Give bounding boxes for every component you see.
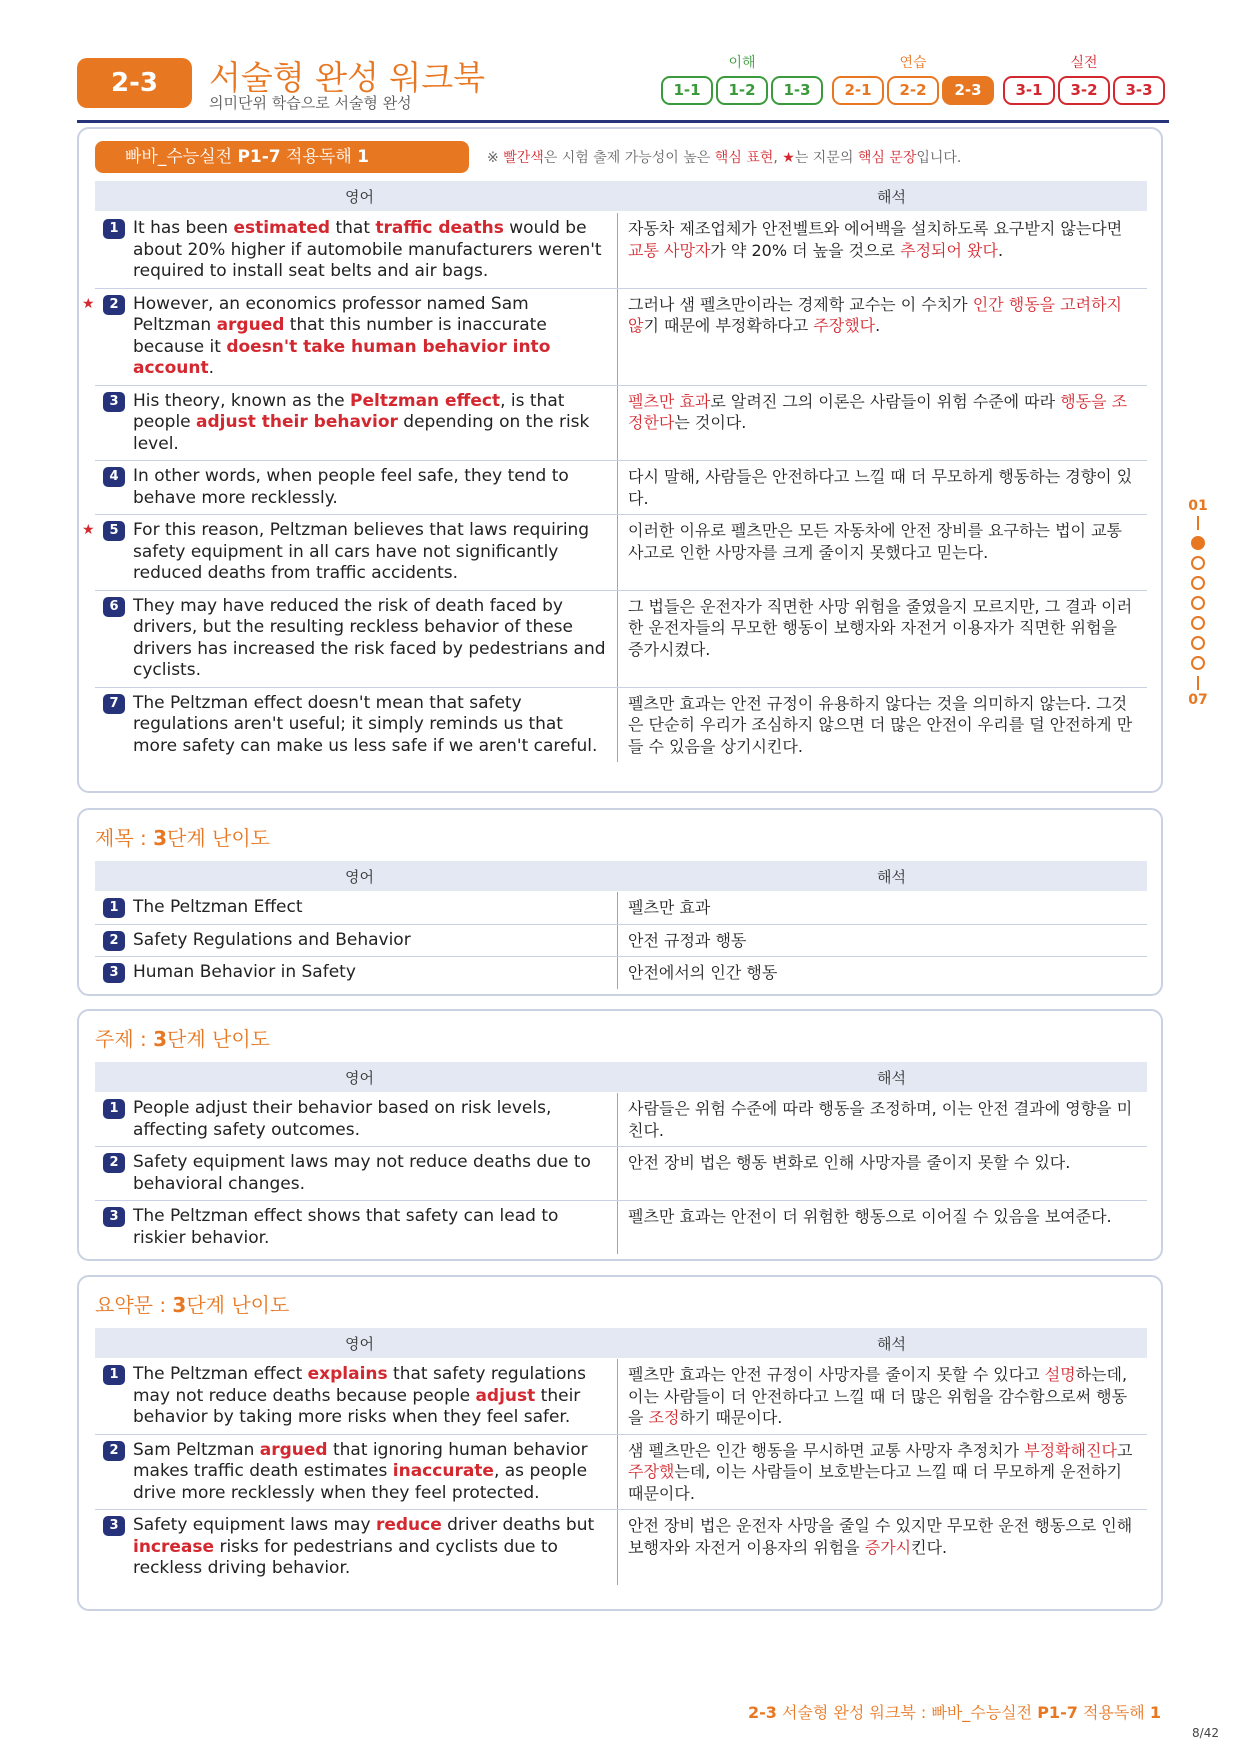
page-header — [77, 52, 1169, 124]
translation-text: 안전 장비 법은 운전자 사망을 줄일 수 있지만 무모한 운전 행동으로 인해 보행자와 자전거 이용자의 위험을 — [628, 1516, 1133, 1557]
table-header — [95, 1062, 1147, 1092]
sentence-number: 5 — [103, 521, 125, 541]
reading-badge: 빠바_수능실전 P1-7 적용독해 1 — [95, 141, 469, 173]
sentence-number: 3 — [103, 392, 125, 412]
key-expression: doesn't take human behavior into account — [133, 336, 551, 378]
sentence-number: 7 — [103, 694, 125, 714]
section-title-topic: 주제 : 3단계 난이도 — [95, 1027, 270, 1051]
level-button-2-1[interactable]: 2-1 — [832, 76, 884, 105]
key-expression-translation: 행동을 조정한다 — [628, 391, 1128, 432]
sentence-text: In other words, when people feel safe, they tend to behave more recklessly. — [133, 466, 569, 508]
key-expression-translation: 설명 — [1044, 1365, 1076, 1384]
legend-note: ※ 빨간색은 시험 출제 가능성이 높은 핵심 표현, ★는 지문의 핵심 문장입니다. — [487, 150, 962, 166]
sentence-text: , as people drive more recklessly when they feel protected. — [133, 1461, 588, 1503]
sentence-text: that this number is inaccurate because it — [133, 315, 547, 357]
table-row — [95, 213, 1147, 289]
korean-cell — [618, 1201, 1147, 1254]
sentence-text: They may have reduced the risk of death faced by drivers, but the resulting reckless behavior of these drivers has increased the risk faced by pedestrians and cyclists. — [133, 595, 606, 680]
progress-dot-2[interactable] — [1191, 556, 1205, 570]
key-expression: Peltzman effect — [350, 390, 501, 411]
table-header — [95, 1328, 1147, 1358]
topic-panel — [77, 1009, 1163, 1261]
header-divider — [77, 120, 1169, 123]
table-row — [82, 289, 1147, 386]
sentence-number: 2 — [103, 931, 125, 951]
title-panel — [77, 808, 1163, 996]
table-row — [95, 591, 1147, 688]
key-expression: reduce — [375, 1515, 442, 1535]
table-row — [95, 957, 1147, 989]
level-button-3-3[interactable]: 3-3 — [1113, 76, 1165, 105]
summary-panel — [77, 1275, 1163, 1611]
sentence-text: However, an economics professor named Sam Peltzman — [133, 293, 529, 335]
table-row — [95, 1510, 1147, 1585]
english-cell — [95, 213, 618, 288]
sentence-text: The Peltzman effect shows that safety can lead to riskier behavior. — [133, 1206, 559, 1248]
section-title-title: 제목 : 3단계 난이도 — [95, 826, 270, 850]
sentence-text: For this reason, Peltzman believes that laws requiring safety equipment in all cars have not significantly reduced deaths from traffic accidents. — [133, 520, 590, 583]
column-header-korean: 해석 — [877, 1335, 906, 1353]
title-rows — [95, 892, 1147, 989]
progress-dot-7[interactable] — [1191, 656, 1205, 670]
progress-dot-5[interactable] — [1191, 616, 1205, 630]
section-code-chip: 2-3 — [77, 58, 192, 108]
sentence-text: driver deaths but — [441, 1515, 595, 1535]
sentence-text: The Peltzman Effect — [133, 897, 303, 917]
korean-cell — [618, 688, 1147, 763]
translation-text: 그 법들은 운전자가 직면한 사망 위험을 줄였을지 모르지만, 그 결과 이러한 운전자들의 무모한 행동이 보행자와 자전거 이용자가 직면한 위험을 증가시켰다. — [628, 596, 1133, 659]
korean-cell — [618, 957, 1147, 989]
translation-text: 샘 펠츠만은 인간 행동을 무시하면 교통 사망자 추정치가 — [628, 1440, 1025, 1460]
english-cell — [95, 688, 618, 763]
progress-line-top — [1197, 516, 1199, 530]
key-expression: explains — [307, 1364, 388, 1384]
korean-cell — [618, 925, 1147, 957]
korean-cell — [618, 1435, 1147, 1510]
column-header-english: 영어 — [345, 1069, 374, 1087]
translation-text: 펠츠만 효과는 안전 규정이 유용하지 않다는 것을 의미하지 않는다. 그것은 단순히 우리가 조심하지 않으면 더 많은 안전이 우리를 덜 안전하게 만들 수 있음을 상기시킨다. — [628, 693, 1133, 756]
translation-text: 안전 장비 법은 행동 변화로 인해 사망자를 줄이지 못할 수 있다. — [628, 1153, 1071, 1172]
sentence-text: The Peltzman effect doesn't mean that safety regulations aren't useful; it simply reminds us that more safety can make us less safe if we aren't careful. — [133, 692, 598, 756]
sentence-text: would be about 20% higher if automobile manufacturers weren't required to install seat belts and air bags. — [133, 218, 602, 281]
english-cell — [95, 1359, 618, 1434]
column-header-korean: 해석 — [877, 868, 906, 886]
translation-text: 다시 말해, 사람들은 안전하다고 느낄 때 더 무모하게 행동하는 경향이 있다. — [628, 467, 1133, 508]
sentence-number: 2 — [103, 1441, 125, 1461]
sentence-number: 6 — [103, 597, 125, 617]
key-expression: increase — [133, 1536, 215, 1557]
key-expression-translation: 인간 행동을 고려하지 않 — [628, 294, 1123, 335]
level-button-3-2[interactable]: 3-2 — [1058, 76, 1110, 105]
english-cell — [95, 1201, 618, 1254]
column-header-korean: 해석 — [877, 1069, 906, 1087]
translation-text: 하기 때문이다. — [679, 1408, 783, 1427]
table-row — [95, 1435, 1147, 1511]
translation-text: 안전에서의 인간 행동 — [628, 963, 778, 982]
section-title-summary: 요약문 : 3단계 난이도 — [95, 1293, 290, 1317]
sentence-text: that — [330, 218, 376, 238]
korean-cell — [618, 386, 1147, 461]
sentence-text: His theory, known as the — [133, 390, 351, 411]
reading-panel — [77, 127, 1163, 793]
translation-text: 는데, 이는 사람들이 보호받는다고 느낄 때 더 무모하게 운전하기 때문이다. — [628, 1462, 1123, 1503]
translation-text: . — [875, 316, 881, 335]
korean-cell — [618, 213, 1147, 288]
level-name-practice: 연습 — [899, 55, 927, 71]
sentence-text: that ignoring human behavior makes traffic death estimates — [133, 1439, 588, 1481]
sentence-text: Safety equipment laws may not reduce deaths due to behavioral changes. — [133, 1152, 591, 1194]
english-cell — [95, 925, 618, 957]
reading-rows — [82, 213, 1147, 762]
sentence-number: 1 — [103, 219, 125, 239]
english-cell — [95, 591, 618, 687]
key-expression: argued — [259, 1439, 328, 1460]
key-expression-translation: 주장했다 — [813, 316, 876, 335]
english-cell — [82, 515, 618, 590]
chapter-progress-nav — [1183, 498, 1213, 708]
sentence-number: 2 — [103, 295, 125, 315]
key-expression-translation: 증가시 — [864, 1537, 912, 1557]
progress-dot-6[interactable] — [1191, 636, 1205, 650]
table-row — [95, 386, 1147, 462]
sentence-number: 2 — [103, 1153, 125, 1173]
translation-text: 펠츠만 효과는 안전 규정이 사망자를 줄이지 못할 수 있다고 — [628, 1365, 1045, 1384]
sentence-text: The Peltzman effect — [133, 1364, 308, 1384]
key-expression-translation: 주장했 — [628, 1462, 675, 1481]
sentence-text: Human Behavior in Safety — [133, 962, 356, 982]
table-row — [95, 925, 1147, 958]
english-cell — [95, 386, 618, 461]
key-expression: argued — [216, 315, 285, 335]
progress-dot-4[interactable] — [1191, 596, 1205, 610]
sentence-number: 4 — [103, 467, 125, 487]
english-cell — [95, 1093, 618, 1146]
key-expression: adjust their behavior — [196, 412, 398, 432]
translation-text: 가 약 20% 더 높을 것으로 — [710, 240, 901, 260]
table-header — [95, 861, 1147, 891]
table-row — [95, 1359, 1147, 1435]
key-expression: estimated — [233, 218, 331, 238]
sentence-number: 1 — [103, 898, 125, 918]
column-header-english: 영어 — [345, 1335, 374, 1353]
english-cell — [82, 289, 618, 385]
english-cell — [95, 1510, 618, 1585]
key-expression-translation: 교통 사망자 — [628, 240, 711, 260]
sentence-number: 1 — [103, 1365, 125, 1385]
summary-rows — [95, 1359, 1147, 1585]
english-cell — [95, 892, 618, 924]
translation-text: 펠츠만 효과는 안전이 더 위험한 행동으로 이어질 수 있음을 보여준다. — [628, 1207, 1112, 1226]
sentence-text: Sam Peltzman — [133, 1439, 260, 1460]
table-row — [95, 1147, 1147, 1201]
key-sentence-star-icon: ★ — [82, 295, 95, 312]
sentence-text: depending on the risk level. — [133, 412, 590, 454]
translation-text: 안전 규정과 행동 — [628, 930, 747, 950]
column-header-english: 영어 — [345, 188, 374, 206]
progress-dot-3[interactable] — [1191, 576, 1205, 590]
translation-text: 펠츠만 효과 — [628, 898, 711, 917]
korean-cell — [618, 515, 1147, 590]
page-title: 서술형 완성 워크북 — [209, 58, 486, 97]
level-name-real: 실전 — [1070, 55, 1098, 71]
level-name-understand: 이해 — [728, 55, 756, 71]
level-button-1-1[interactable]: 1-1 — [661, 76, 713, 105]
korean-cell — [618, 892, 1147, 924]
table-row — [82, 515, 1147, 591]
table-row — [95, 1201, 1147, 1254]
translation-text: 는 것이다. — [674, 413, 747, 432]
progress-end-label: 07 — [1188, 692, 1208, 708]
english-cell — [95, 1147, 618, 1200]
translation-text: 사람들은 위험 수준에 따라 행동을 조정하며, 이는 안전 결과에 영향을 미친다. — [628, 1099, 1133, 1140]
translation-text: 자동차 제조업체가 안전벨트와 에어백을 설치하도록 요구받지 않는다면 — [628, 219, 1123, 238]
korean-cell — [618, 289, 1147, 385]
key-expression-translation: 부정확해진다 — [1024, 1440, 1117, 1460]
progress-start-label: 01 — [1188, 498, 1208, 514]
column-header-english: 영어 — [345, 868, 374, 886]
sentence-text: Safety Regulations and Behavior — [133, 929, 411, 950]
translation-text: 고 — [1116, 1440, 1133, 1460]
key-expression-translation: 조정 — [648, 1408, 680, 1427]
english-cell — [95, 1435, 618, 1510]
key-sentence-star-icon: ★ — [82, 522, 95, 538]
translation-text: 이러한 이유로 펠츠만은 모든 자동차에 안전 장비를 요구하는 법이 교통 사고로 인한 사망자를 크게 줄이지 못했다고 믿는다. — [628, 521, 1122, 562]
sentence-text: that safety regulations may not reduce deaths because people — [133, 1364, 587, 1406]
table-row — [95, 688, 1147, 763]
sentence-number: 3 — [103, 1516, 125, 1536]
sentence-number: 1 — [103, 1099, 125, 1119]
level-button-2-3-active[interactable]: 2-3 — [942, 76, 994, 105]
page-number: 8/42 — [1192, 1726, 1219, 1740]
translation-text: 킨다. — [911, 1537, 948, 1557]
table-header — [95, 181, 1147, 211]
level-button-1-2[interactable]: 1-2 — [716, 76, 768, 105]
translation-text: 그러나 샘 펠츠만이라는 경제학 교수는 이 수치가 — [628, 294, 973, 314]
translation-text: 하는데, 이는 사람들이 더 안전하다고 느낄 때 더 많은 위험을 감수함으로써 행동을 — [628, 1365, 1128, 1427]
level-button-1-3[interactable]: 1-3 — [771, 76, 823, 105]
table-row — [95, 892, 1147, 925]
level-button-3-1[interactable]: 3-1 — [1003, 76, 1055, 105]
sentence-text: risks for pedestrians and cyclists due to reckless driving behavior. — [133, 1536, 558, 1578]
korean-cell — [618, 461, 1147, 514]
sentence-text: People adjust their behavior based on risk levels, affecting safety outcomes. — [133, 1098, 552, 1140]
sentence-text: their behavior by taking more risks when they feel safer. — [133, 1385, 581, 1427]
key-expression: inaccurate — [392, 1461, 494, 1481]
korean-cell — [618, 1093, 1147, 1146]
korean-cell — [618, 1359, 1147, 1434]
progress-dot-1[interactable] — [1191, 536, 1205, 550]
table-row — [95, 1093, 1147, 1147]
key-expression: adjust — [475, 1385, 536, 1406]
sentence-number: 3 — [103, 963, 125, 983]
table-row — [95, 461, 1147, 515]
page-subtitle: 의미단위 학습으로 서술형 완성 — [209, 94, 412, 112]
key-expression-translation: 추정되어 왔다 — [900, 240, 998, 260]
english-cell — [95, 461, 618, 514]
english-cell — [95, 957, 618, 989]
translation-text: 로 알려진 그의 이론은 사람들이 위험 수준에 따라 — [710, 391, 1061, 411]
key-expression-translation: 펠츠만 효과 — [628, 391, 711, 411]
topic-rows — [95, 1093, 1147, 1254]
sentence-text: . — [208, 358, 215, 378]
key-expression: traffic deaths — [375, 218, 504, 238]
korean-cell — [618, 591, 1147, 687]
page-footer: 2-3 서술형 완성 워크북 : 빠바_수능실전 P1-7 적용독해 1 — [747, 1703, 1161, 1722]
korean-cell — [618, 1510, 1147, 1585]
sentence-text: Safety equipment laws may — [133, 1515, 376, 1535]
sentence-text: It has been — [133, 218, 234, 238]
sentence-text: , is that people — [133, 390, 565, 432]
level-button-2-2[interactable]: 2-2 — [887, 76, 939, 105]
sentence-number: 3 — [103, 1207, 125, 1227]
column-header-korean: 해석 — [877, 188, 906, 206]
translation-text: 기 때문에 부정확하다고 — [643, 316, 814, 335]
korean-cell — [618, 1147, 1147, 1200]
translation-text: . — [997, 240, 1004, 260]
progress-line-bottom — [1197, 676, 1199, 690]
